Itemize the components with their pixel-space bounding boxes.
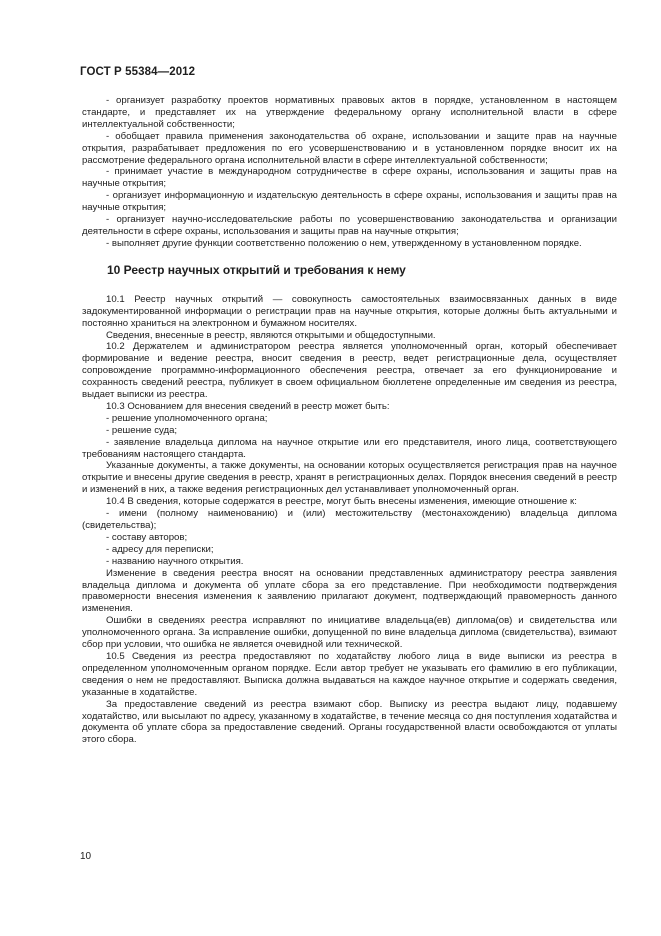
- list-item: - названию научного открытия.: [106, 555, 244, 567]
- page-content: [82, 95, 617, 746]
- list-item: - организует научно-исследовательские работы по усовершенствованию законодательства и организации деятельности в сфере охраны, использования и защиты прав на научные открытия;: [82, 214, 617, 237]
- list-item: - заявление владельца диплома на научное открытие или его представителя, иного лица, соответствующего требованиям настоящего стандарта.: [82, 436, 617, 460]
- list-item: - обобщает правила применения законодательства об охране, использовании и защите прав на научные открытия, разрабатывает предложения по его усовершенствованию и в установленном порядке вносит их на рассмотрение федерального органа исполнительной власти в сфере интеллектуальной собственности;: [82, 130, 617, 166]
- list-item: - адресу для переписки;: [106, 543, 214, 555]
- list-item: - решение суда;: [106, 424, 178, 436]
- list-item: - организует информационную и издательскую деятельность в сфере охраны, использования и защиты прав на научные открытия;: [82, 190, 617, 214]
- paragraph: Изменение в сведения реестра вносят на основании представленных администратору реестра заявления владельца диплома и документа об уплате сбора за его представление. При необходимости подтверждения правомерности внесения изменения к заявлению прилагают документ, подтверждающий правомерность данного изменения.: [82, 567, 617, 615]
- paragraph: За предоставление сведений из реестра взимают сбор. Выписку из реестра выдают лицу, подавшему ходатайство, или высылают по адресу, указанному в ходатайстве, в течение месяца со дня поступления ходатайства и документа об уплате сбора за предоставление сведений. Органы государственной власти освобождаются от уплаты этого сбора.: [82, 698, 617, 746]
- paragraph: Сведения, внесенные в реестр, являются открытыми и общедоступными.: [106, 329, 436, 341]
- paragraph: Ошибки в сведениях реестра исправляют по инициативе владельца(ев) диплома(ов) и свидетельства или уполномоченного органа. За исправление ошибки, допущенной по вине владельца диплома (свидетельства), взимают сбор при условии, что ошибка не является очевидной или технической.: [82, 615, 617, 651]
- paragraph: 10.2 Держателем и администратором реестра является уполномоченный орган, который обеспечивает формирование и ведение реестра, вносит сведения в реестр, ведет регистрационные дела, осуществляет сопровождение программно-информационного обеспечения реестра, отвечает за его функционирование и сохранность сведений реестра, публикует в своем официальном бюллетене определенные им сведения из реестра, выдает выписки из реестра.: [82, 341, 617, 401]
- list-item: - имени (полному наименованию) и (или) местожительству (местонахождению) владельца диплома (свидетельства);: [82, 508, 617, 531]
- list-item: - решение уполномоченного органа;: [106, 412, 268, 424]
- paragraph: 10.3 Основанием для внесения сведений в реестр может быть:: [106, 400, 390, 412]
- list-item: - организует разработку проектов нормативных правовых актов в порядке, установленном в настоящем стандарте, и представляет их на утверждение федеральному органу исполнительной власти в сфере интеллектуальной собственности;: [82, 95, 617, 130]
- paragraph: Указанные документы, а также документы, на основании которых осуществляется регистрация прав на научное открытие и внесены другие сведения в реестр, хранят в регистрационных делах. Порядок внесения сведений в реестр и изменений в них, а также ведения регистрационных дел устанавливает уполномоченный орган.: [82, 460, 617, 496]
- list-item: - выполняет другие функции соответственно положению о нем, утвержденному в установленном порядке.: [106, 237, 582, 249]
- paragraph: 10.1 Реестр научных открытий — совокупность самостоятельных взаимосвязанных данных в виде задокументированной информации о регистрации прав на научные открытия, которые должны быть актуальными и постоянно храниться на электронном и бумажном носителях.: [82, 293, 617, 329]
- page-number: 10: [80, 851, 92, 862]
- document-header: ГОСТ Р 55384—2012: [80, 66, 196, 78]
- paragraph: 10.4 В сведения, которые содержатся в реестре, могут быть внесены изменения, имеющие отношение к:: [106, 496, 577, 508]
- section-heading: 10 Реестр научных открытий и требования к нему: [107, 262, 406, 277]
- list-item: - принимает участие в международном сотрудничестве в сфере охраны, использования и защиты прав на научные открытия;: [82, 166, 617, 190]
- list-item: - составу авторов;: [106, 531, 188, 543]
- paragraph: 10.5 Сведения из реестра предоставляют по ходатайству любого лица в виде выписки из реестра в определенном уполномоченным органом порядке. Если автор требует не указывать его фамилию в его публикации, сведения о нем не предоставляют. Выписка должна выдаваться на каждое научное открытие и содержать сведения, указанные в ходатайстве.: [82, 650, 617, 698]
